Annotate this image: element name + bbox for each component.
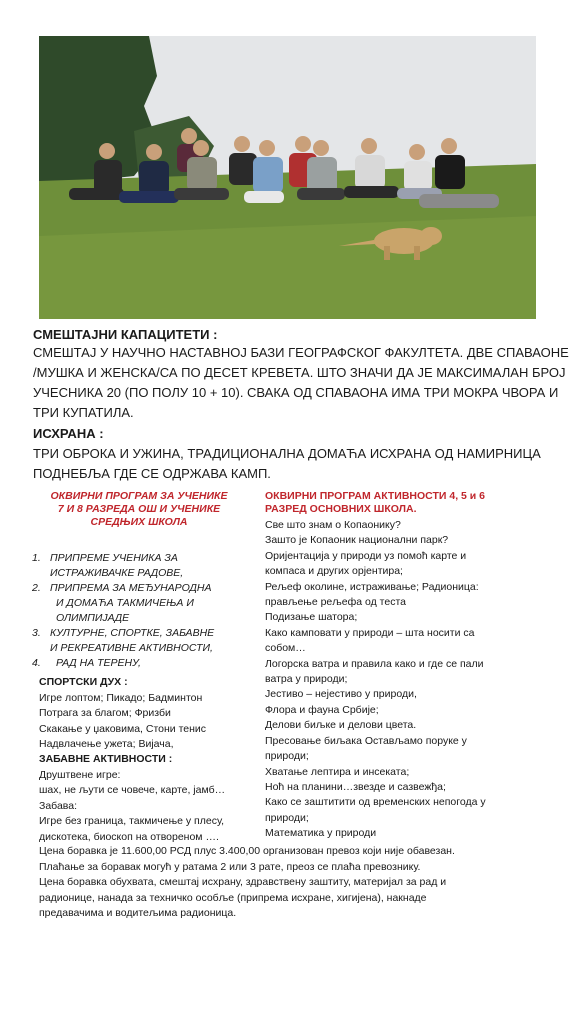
right-program-line: Флора и фауна Србије; bbox=[265, 703, 379, 716]
right-program-title-line: РАЗРЕД ОСНОВНИХ ШКОЛА. bbox=[265, 503, 417, 515]
sport-line: Игре лоптом; Пикадо; Бадминтон bbox=[39, 692, 203, 704]
list-item-line: ОЛИМПИЈАДЕ bbox=[56, 612, 130, 624]
right-program-line: Оријентација у природи уз помоћ карте и bbox=[265, 549, 467, 562]
right-program-line: Како се заштитити од временских непогода у bbox=[265, 796, 486, 809]
right-program-line: Хватање лептира и инсеката; bbox=[265, 765, 410, 778]
accommodation-text bbox=[33, 343, 569, 423]
accommodation-line: УЧЕСНИКА 20 (ПО ПОЛУ 10 + 10). СВАКА ОД СПАВАОНА ИМА ТРИ МОКРА ЧВОРА И bbox=[33, 385, 559, 400]
right-program-line: компаса и других орјентира; bbox=[265, 565, 403, 578]
fun-line: Игре без граница, такмичење у плесу, bbox=[39, 815, 225, 828]
right-program-line: Делови биљке и делови цвета. bbox=[265, 719, 417, 732]
right-program-list bbox=[265, 518, 555, 842]
right-program-line: Логорска ватра и правила како и где се пали bbox=[265, 657, 484, 670]
list-item-line: ПРИПРЕМА ЗА МЕЂУНАРОДНА bbox=[50, 582, 212, 594]
list-item-number: 3. bbox=[32, 627, 41, 639]
price-info bbox=[39, 844, 559, 922]
list-item-line: И ДОМАЋА ТАКМИЧЕЊА И bbox=[56, 597, 194, 609]
left-program-title-line: СРЕДЊИХ ШКОЛА bbox=[90, 516, 188, 528]
sport-line: Надвлачење ужета; Вијача, bbox=[39, 738, 174, 751]
right-program-line: природи; bbox=[265, 811, 309, 824]
left-program-title-line: ОКВИРНИ ПРОГРАМ ЗА УЧЕНИКЕ bbox=[50, 490, 228, 502]
right-program-line: Како камповати у природи – шта носити са bbox=[265, 626, 475, 639]
list-item bbox=[32, 626, 262, 656]
accommodation-line: СМЕШТАЈ У НАУЧНО НАСТАВНОЈ БАЗИ ГЕОГРАФСКОГ ФАКУЛТЕТА. ДВЕ СПАВАОНЕ bbox=[33, 345, 569, 360]
right-program-line: Зашто је Копаоник национални парк? bbox=[265, 534, 449, 547]
fun-line: Забава: bbox=[39, 799, 78, 812]
price-line: радионице, нанада за техничко особље (припрема исхране, хигијена), накнаде bbox=[39, 891, 427, 904]
right-program-line: Рељеф околине, истраживање; Радионица: bbox=[265, 580, 479, 593]
left-program-title-line: 7 И 8 РАЗРЕДА ОШ И УЧЕНИКЕ bbox=[57, 503, 221, 515]
food-line: ТРИ ОБРОКА И УЖИНА, ТРАДИЦИОНАЛНА ДОМАЋА ИСХРАНА ОД НАМИРНИЦА bbox=[33, 446, 541, 461]
sport-line: Потрага за благом; Фризби bbox=[39, 707, 171, 720]
food-line: ПОДНЕБЉА ГДЕ СЕ ОДРЖАВА КАМП. bbox=[33, 466, 271, 481]
price-line: Цена боравка је 11.600,00 РСД плус 3.400,00 организован превоз који није обавезан. bbox=[39, 845, 455, 857]
fun-line: дискотека, биоскоп на отвореном …. bbox=[39, 830, 219, 843]
accommodation-line: /МУШКА И ЖЕНСКА/СА ПО ДЕСЕТ КРЕВЕТА. ШТО ЗНАЧИ ДА ЈЕ МАКСИМАЛАН БРОЈ bbox=[33, 365, 566, 380]
sport-title: СПОРТСКИ ДУХ : bbox=[39, 676, 128, 688]
list-item-line: ПРИПРЕМЕ УЧЕНИКА ЗА bbox=[50, 552, 178, 564]
right-program-line: Подизање шатора; bbox=[265, 611, 358, 624]
list-item-line: ИСТРАЖИВАЧКЕ РАДОВЕ, bbox=[50, 567, 184, 579]
right-program-line: Математика у природи bbox=[265, 827, 377, 840]
right-program-title-line: ОКВИРНИ ПРОГРАМ АКТИВНОСТИ 4, 5 и 6 bbox=[265, 490, 486, 502]
right-program-line: природи; bbox=[265, 750, 309, 763]
price-line: предавачима и водитељима радионица. bbox=[39, 907, 237, 919]
left-program-list bbox=[32, 551, 262, 671]
right-program-title bbox=[265, 490, 555, 516]
food-title: ИСХРАНА : bbox=[33, 426, 104, 441]
sport-line: Скакање у џаковима, Стони тенис bbox=[39, 722, 207, 735]
list-item-number: 2. bbox=[32, 582, 41, 594]
camp-group-photo bbox=[39, 36, 536, 319]
accommodation-title: СМЕШТАЈНИ КАПАЦИТЕТИ : bbox=[33, 327, 218, 342]
accommodation-line: ТРИ КУПАТИЛА. bbox=[33, 405, 134, 420]
list-item bbox=[32, 656, 262, 671]
right-program-line: Све што знам о Копаонику? bbox=[265, 519, 401, 531]
list-item-line: РАД НА ТЕРЕНУ, bbox=[56, 657, 141, 669]
fun-list bbox=[39, 768, 264, 845]
fun-title: ЗАБАВНЕ АКТИВНОСТИ : bbox=[39, 753, 173, 765]
list-item-number: 4. bbox=[32, 657, 41, 669]
list-item bbox=[32, 551, 262, 581]
photo-illustration bbox=[39, 36, 536, 319]
right-program-line: Пресовање биљака Остављамо поруке у bbox=[265, 734, 467, 747]
fun-line: Друштвене игре: bbox=[39, 769, 121, 781]
right-program-line: ватра у природи; bbox=[265, 673, 348, 686]
list-item-line: КУЛТУРНЕ, СПОРТКЕ, ЗАБАВНЕ bbox=[50, 627, 215, 639]
right-program-line: собом… bbox=[265, 642, 306, 655]
sport-list bbox=[39, 691, 264, 753]
price-line: Плаћање за боравак могућ у ратама 2 или 3 рате, преоз се плаћа превознику. bbox=[39, 860, 421, 873]
right-program-line: Јестиво – нејестиво у природи, bbox=[265, 688, 417, 701]
list-item-number: 1. bbox=[32, 552, 41, 564]
list-item bbox=[32, 581, 262, 626]
fun-line: шах, не љути се човече, карте, јамб… bbox=[39, 784, 226, 797]
left-program-title bbox=[24, 490, 254, 529]
price-line: Цена боравка обухвата, смештај исхрану, здравствену заштиту, материјал за рад и bbox=[39, 876, 447, 888]
list-item-line: И РЕКРЕАТИВНЕ АКТИВНОСТИ, bbox=[50, 642, 213, 654]
right-program-line: Ноћ на планини…звезде и сазвежђа; bbox=[265, 780, 446, 793]
right-program-line: прављење рељефа од теста bbox=[265, 596, 406, 609]
food-text bbox=[33, 444, 558, 484]
